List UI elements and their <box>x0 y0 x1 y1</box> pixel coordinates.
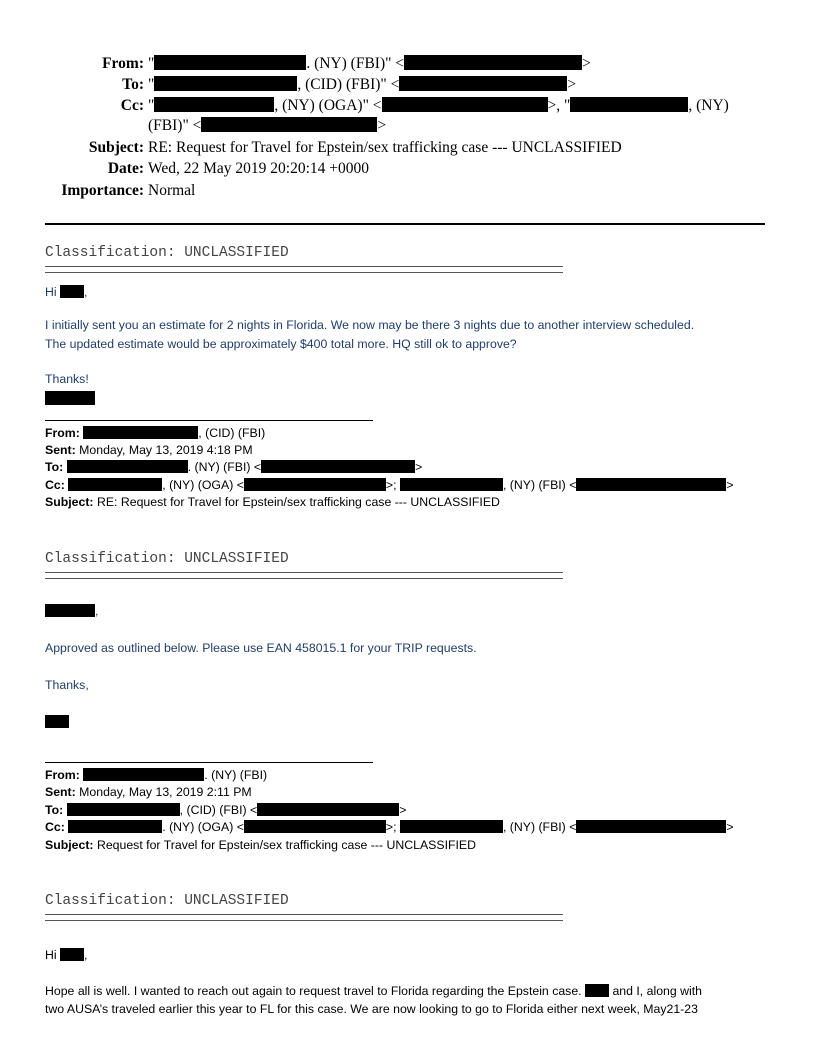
msg3-line-1: Hope all is well. I wanted to reach out again to request travel to Florida regarding the Epstein case. and I, along with <box>45 984 702 998</box>
redaction-block <box>382 97 548 112</box>
quote: " <box>148 55 155 72</box>
redaction-block <box>83 426 198 439</box>
redaction-block <box>576 820 726 833</box>
msg3-line-2: two AUSA’s traveled earlier this year to FL for this case. We are now looking to go to Florida either next week, May21-23 <box>45 1002 698 1016</box>
classification-banner: Classification: UNCLASSIFIED <box>45 551 289 567</box>
signature-redaction <box>45 715 69 728</box>
fwd2-to-row: To: , (CID) (FBI) < > <box>45 803 407 817</box>
fwd1-to-row: To: . (NY) (FBI) < > <box>45 460 423 474</box>
header-from-label: From: <box>102 55 144 72</box>
redaction-block <box>400 478 503 491</box>
fwd1-sent-row: Sent: Monday, May 13, 2019 4:18 PM <box>45 443 253 457</box>
header-to-text: , (CID) (FBI)" < <box>297 76 400 93</box>
header-cc-text: , (NY) (OGA)" < <box>274 97 382 114</box>
redaction-block <box>154 97 274 112</box>
header-date-label: Date: <box>107 160 144 177</box>
redaction-block <box>154 55 306 70</box>
forward-separator <box>45 420 373 421</box>
redaction-block <box>67 803 180 816</box>
redaction-block <box>399 76 567 91</box>
redaction-block <box>68 820 162 833</box>
redaction-block <box>201 117 377 132</box>
classification-banner: Classification: UNCLASSIFIED <box>45 893 289 909</box>
msg1-greeting: Hi , <box>45 285 88 299</box>
classification-banner: Classification: UNCLASSIFIED <box>45 245 289 261</box>
header-date: Wed, 22 May 2019 20:20:14 +0000 <box>148 160 370 177</box>
classification-rule <box>45 266 563 273</box>
header-from-text: . (NY) (FBI)" < <box>306 55 405 72</box>
header-cc-line2-text: (FBI)" < <box>148 117 202 134</box>
msg2-thanks: Thanks, <box>45 678 89 692</box>
fwd2-sent-row: Sent: Monday, May 13, 2019 2:11 PM <box>45 785 252 799</box>
redaction-block <box>60 948 84 961</box>
msg2-greeting: , <box>45 604 98 619</box>
header-cc-label: Cc: <box>120 97 144 114</box>
msg1-line-2: The updated estimate would be approximately $400 total more. HQ still ok to approve? <box>45 337 517 351</box>
fwd2-cc-row: Cc: . (NY) (OGA) < >; , (NY) (FBI) < > <box>45 820 734 834</box>
redaction-block <box>154 76 297 91</box>
fwd2-from-row: From: . (NY) (FBI) <box>45 768 268 782</box>
bracket: > <box>377 117 387 134</box>
header-subject: RE: Request for Travel for Epstein/sex trafficking case --- UNCLASSIFIED <box>148 139 622 156</box>
redaction-block <box>570 97 688 112</box>
redaction-block <box>585 984 609 997</box>
fwd1-subject-row: Subject: RE: Request for Travel for Epstein/sex trafficking case --- UNCLASSIFIED <box>45 495 500 509</box>
msg2-line-1: Approved as outlined below. Please use EAN 458015.1 for your TRIP requests. <box>45 641 477 655</box>
classification-rule <box>45 914 563 921</box>
fwd1-cc-row: Cc: , (NY) (OGA) < >; , (NY) (FBI) < > <box>45 478 734 492</box>
msg1-thanks: Thanks! <box>45 372 89 386</box>
header-subject-label: Subject: <box>88 139 144 156</box>
signature-redaction <box>45 391 95 405</box>
fwd2-subject-row: Subject: Request for Travel for Epstein/sex trafficking case --- UNCLASSIFIED <box>45 838 476 852</box>
msg3-greeting: Hi , <box>45 948 88 962</box>
redaction-block <box>60 285 84 298</box>
quote: " <box>148 76 155 93</box>
classification-rule <box>45 572 563 579</box>
forward-separator <box>45 762 373 763</box>
redaction-block <box>83 768 204 781</box>
header-cc-text-3: , (NY) <box>688 97 729 114</box>
header-divider <box>45 223 765 225</box>
msg1-line-1: I initially sent you an estimate for 2 nights in Florida. We now may be there 3 nights due to another interview scheduled. <box>45 318 695 332</box>
redaction-block <box>400 820 503 833</box>
redaction-block <box>67 460 188 473</box>
bracket: > <box>582 55 591 72</box>
header-importance-label: Importance: <box>61 182 144 199</box>
redaction-block <box>244 478 386 491</box>
header-to-label: To: <box>122 76 144 93</box>
bracket: > <box>567 76 577 93</box>
redaction-block <box>244 820 386 833</box>
redaction-block <box>576 478 726 491</box>
header-cc-text-2: >, " <box>547 97 571 114</box>
redaction-block <box>257 803 399 816</box>
quote: " <box>148 97 155 114</box>
redaction-block <box>45 604 95 617</box>
redaction-block <box>68 478 162 491</box>
fwd1-from-row: From: , (CID) (FBI) <box>45 426 266 440</box>
redaction-block <box>404 55 582 70</box>
header-importance: Normal <box>148 182 196 199</box>
redaction-block <box>261 460 415 473</box>
